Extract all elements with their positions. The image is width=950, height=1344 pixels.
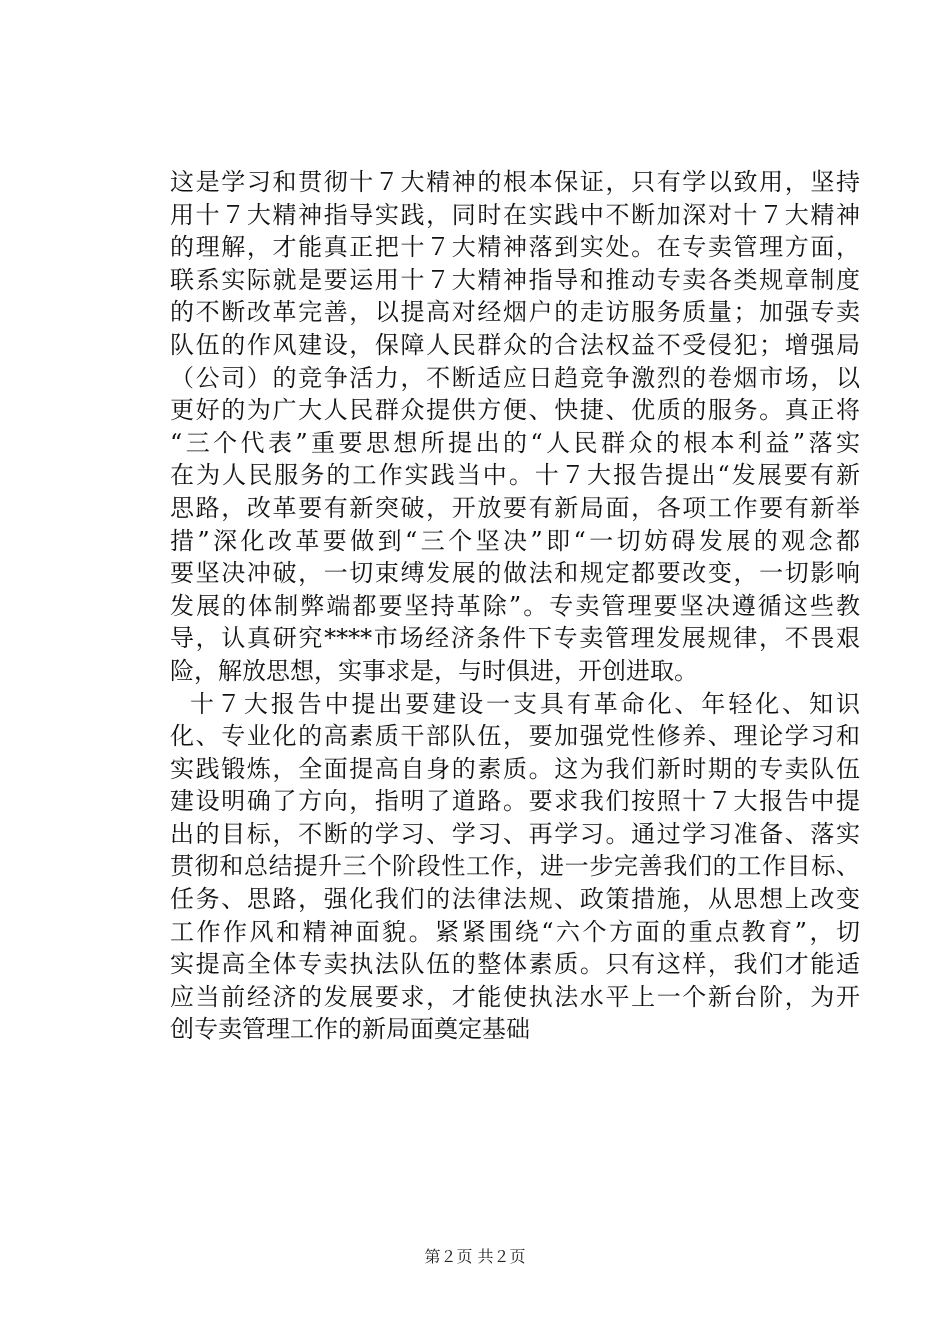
text-line: 用十７大精神指导实践，同时在实践中不断加深对十７大精神 [170, 200, 860, 229]
text-line: （公司）的竞争活力，不断适应日趋竞争激烈的卷烟市场，以 [170, 363, 860, 392]
text-line: 在为人民服务的工作实践当中。十７大报告提出“发展要有新 [170, 461, 860, 490]
text-line: 要坚决冲破，一切束缚发展的做法和规定都要改变，一切影响 [170, 559, 860, 588]
text-line: 发展的体制弊端都要坚持革除”。专卖管理要坚决遵循这些教 [170, 591, 860, 620]
text-line: 队伍的作风建设，保障人民群众的合法权益不受侵犯；增强局 [170, 330, 860, 359]
text-line: 导，认真研究****市场经济条件下专卖管理发展规律，不畏艰 [170, 624, 860, 653]
text-line: 更好的为广大人民群众提供方便、快捷、优质的服务。真正将 [170, 396, 860, 425]
text-line: 的不断改革完善，以提高对经烟户的走访服务质量；加强专卖 [170, 298, 860, 327]
paragraph-1 [170, 166, 860, 688]
text-line: 这是学习和贯彻十７大精神的根本保证，只有学以致用，坚持 [170, 168, 860, 196]
paragraph-2 [170, 688, 860, 1047]
text-line: 建设明确了方向，指明了道路。要求我们按照十７大报告中提 [170, 787, 860, 816]
page-number-label: 第２页 共２页 [424, 1247, 526, 1266]
text-line: 工作作风和精神面貌。紧紧围绕“六个方面的重点教育”，切 [170, 917, 860, 946]
text-line: 联系实际就是要运用十７大精神指导和推动专卖各类规章制度 [170, 265, 860, 294]
text-line: 出的目标，不断的学习、学习、再学习。通过学习准备、落实 [170, 819, 860, 848]
text-line: 十７大报告中提出要建设一支具有革命化、年轻化、知识 [190, 689, 860, 718]
text-line: 化、专业化的高素质干部队伍，要加强党性修养、理论学习和 [170, 722, 860, 751]
text-line: 创专卖管理工作的新局面奠定基础 [170, 1015, 530, 1044]
document-body [170, 166, 860, 1046]
text-line: 思路，改革要有新突破，开放要有新局面，各项工作要有新举 [170, 493, 860, 522]
text-line: 实践锻炼，全面提高自身的素质。这为我们新时期的专卖队伍 [170, 754, 860, 783]
text-line: 任务、思路，强化我们的法律法规、政策措施，从思想上改变 [170, 885, 860, 914]
text-line: 的理解，才能真正把十７大精神落到实处。在专卖管理方面， [170, 233, 860, 262]
text-line: “三个代表”重要思想所提出的“人民群众的根本利益”落实 [170, 428, 860, 457]
page-footer [0, 1244, 950, 1267]
text-line: 应当前经济的发展要求，才能使执法水平上一个新台阶，为开 [170, 982, 860, 1011]
text-line: 贯彻和总结提升三个阶段性工作，进一步完善我们的工作目标、 [170, 852, 860, 881]
text-line: 措”深化改革要做到“三个坚决”即“一切妨碍发展的观念都 [170, 526, 860, 555]
text-line: 险，解放思想，实事求是，与时俱进，开创进取。 [170, 656, 698, 685]
text-line: 实提高全体专卖执法队伍的整体素质。只有这样，我们才能适 [170, 950, 860, 979]
